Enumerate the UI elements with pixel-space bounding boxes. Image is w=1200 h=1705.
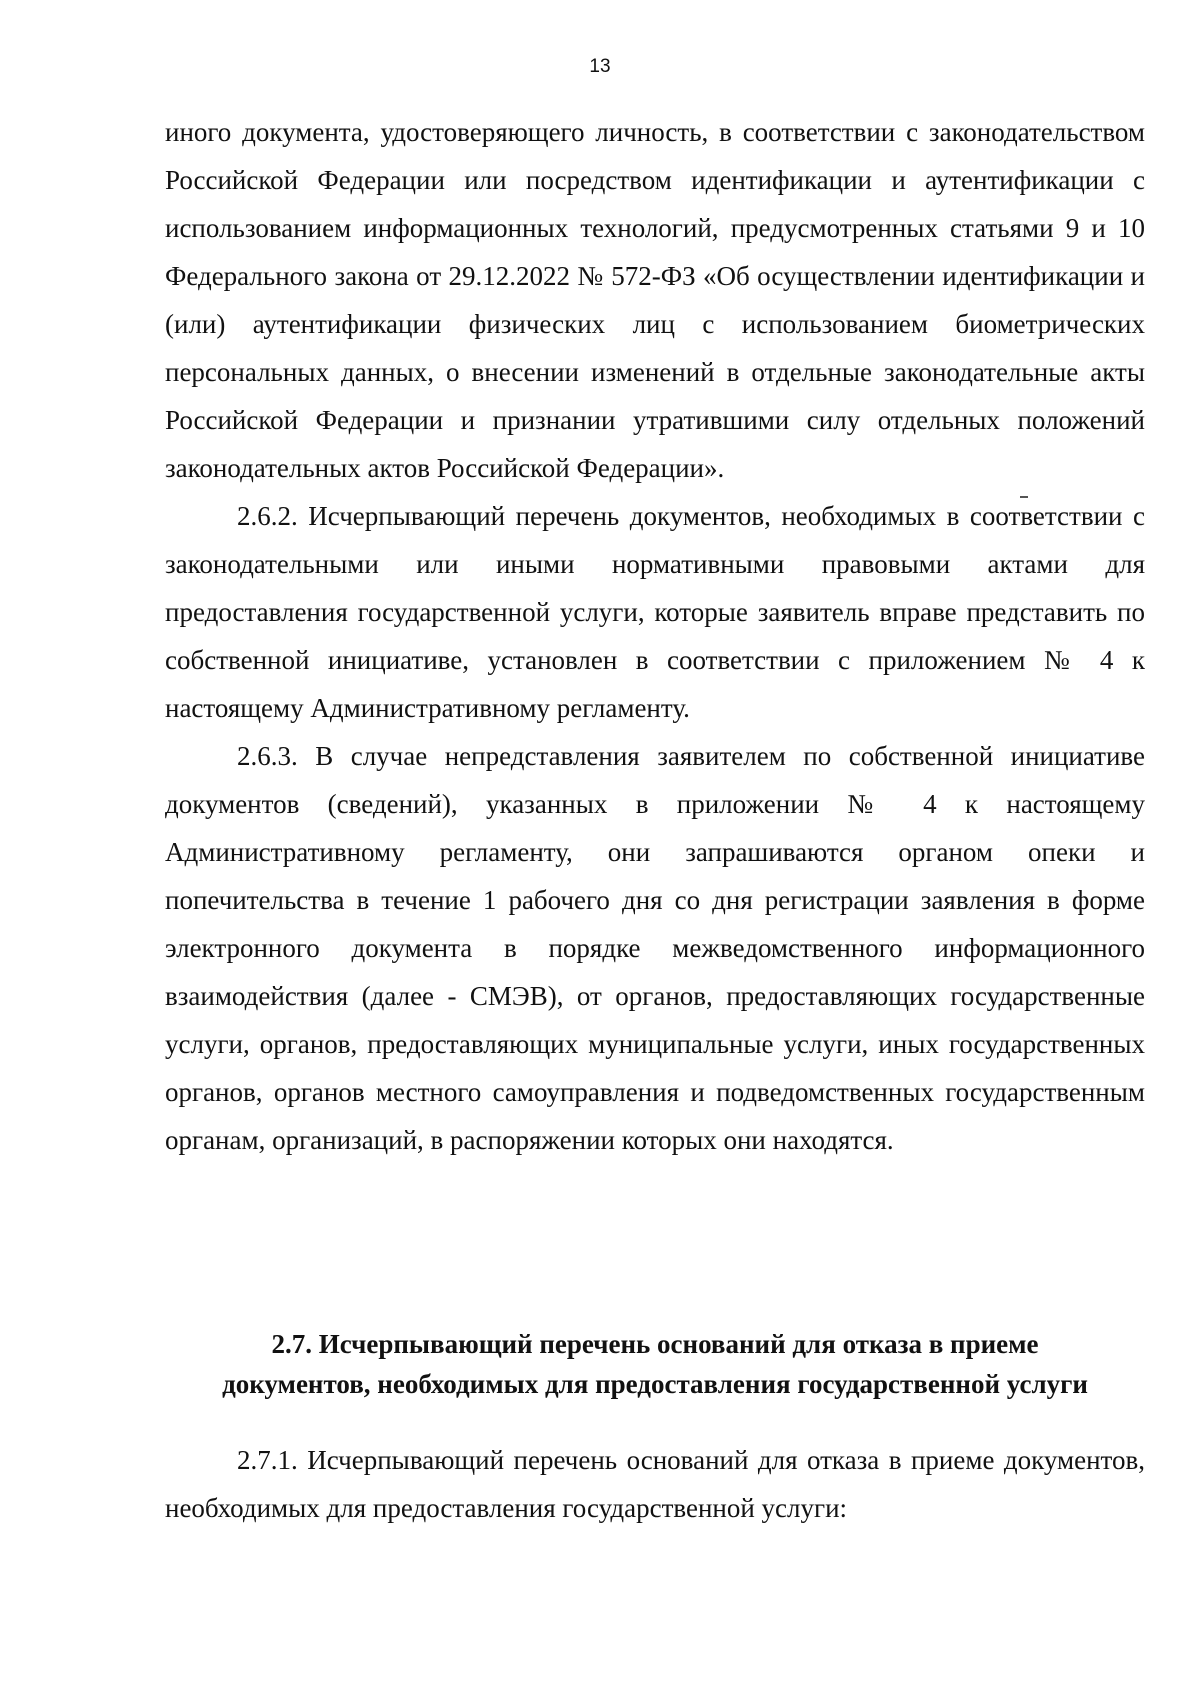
scan-speck xyxy=(1020,496,1028,498)
section-heading-2-7-line-1: 2.7. Исчерпывающий перечень оснований для отказа в приеме xyxy=(271,1329,1039,1359)
section-2-6-text xyxy=(165,108,1145,1164)
paragraph-continuation: иного документа, удостоверяющего личность, в соответствии с законодательством Российской Федерации или посредством идентификации и аутентификации с использованием информационных технологий, предусмотренных статьями 9 и 10 Федерального закона от 29.12.2022 № 572-ФЗ «Об осуществлении идентификации и (или) аутентификации физических лиц с использованием биометрических персональных данных, о внесении изменений в отдельные законодательные акты Российской Федерации и признании утратившими силу отдельных положений законодательных актов Российской Федерации». xyxy=(165,117,1145,483)
paragraph-2-7-1: 2.7.1. Исчерпывающий перечень оснований для отказа в приеме документов, необходимых для предоставления государственной услуги: xyxy=(165,1445,1145,1523)
paragraph-2-6-3: 2.6.3. В случае непредставления заявителем по собственной инициативе документов (сведений), указанных в приложении № 4 к настоящему Административному регламенту, они запрашиваются органом опеки и попечительства в течение 1 рабочего дня со дня регистрации заявления в форме электронного документа в порядке межведомственного информационного взаимодействия (далее - СМЭВ), от органов, предоставляющих государственные услуги, органов, предоставляющих муниципальные услуги, иных государственных органов, органов местного самоуправления и подведомственных государственным органам, организаций, в распоряжении которых они находятся. xyxy=(165,741,1145,1155)
section-2-7-text xyxy=(165,1436,1145,1532)
page-number: 13 xyxy=(589,56,611,77)
section-heading-2-7-line-2: документов, необходимых для предоставления государственной услуги xyxy=(222,1369,1088,1399)
paragraph-2-6-2: 2.6.2. Исчерпывающий перечень документов, необходимых в соответствии с законодательными или иными нормативными правовыми актами для предоставления государственной услуги, которые заявитель вправе представить по собственной инициативе, установлен в соответствии с приложением № 4 к настоящему Административному регламенту. xyxy=(165,501,1145,723)
section-heading-2-7 xyxy=(165,1324,1145,1404)
